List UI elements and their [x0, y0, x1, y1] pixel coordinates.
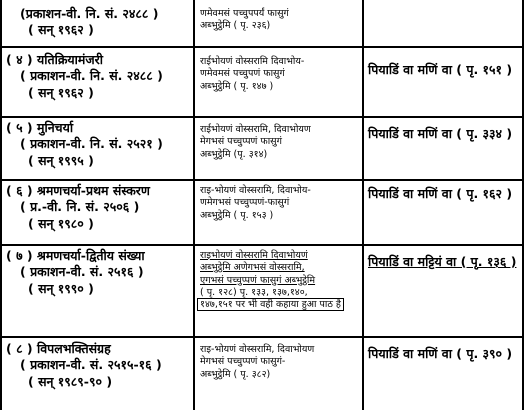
text-line: ( पृ. १२८) पृ. १३३, १३७,१४०,	[200, 287, 308, 299]
work-title: ( ६ ) श्रमणचर्या-प्रथम संस्करण	[6, 183, 150, 198]
work-title: ( ४ ) यतिक्रियामंजरी	[6, 52, 104, 67]
row-divider	[0, 46, 524, 48]
reading-cell	[368, 254, 516, 270]
text-line: अब्भुट्ठेमि ( पृ. ३८२)	[200, 368, 271, 380]
table-row	[6, 52, 163, 101]
column-divider	[522, 0, 524, 410]
column-divider	[0, 0, 2, 410]
reading-underlined: पियाडिं वा मट्टियं वा ( पृ. १३६ )	[368, 254, 517, 269]
text-cell	[200, 124, 311, 161]
column-divider	[362, 0, 364, 410]
text-line: राईभोयणं वोस्सरामि, दिवाभोयण	[200, 124, 311, 135]
text-line: मेगभसं पच्चुप्पणं फासुगं-	[200, 356, 286, 368]
text-line: अब्भुट्ठेमि ( पृ. १४७ )	[200, 80, 274, 92]
text-line: णमेवमसं पच्चुपणं फासुगं	[200, 68, 285, 80]
year-label: ( सन् १९६२ )	[28, 84, 94, 100]
row-divider	[0, 336, 524, 338]
text-line: एगभसं पच्चुप्पणं फासुगं अब्भुट्ठेमि	[200, 274, 316, 286]
edition-label: ( प्रकाशन-वी. नि. सं. २४८८ )	[20, 68, 163, 84]
column-divider	[193, 0, 195, 410]
text-line: अब्भुट्ठेमि अणेगभसं वोस्सरामि,	[200, 262, 305, 274]
text-line: राइ-भोयणं वोस्सरामि, दिवाभोयण	[200, 344, 315, 355]
text-cell	[200, 8, 289, 33]
boxed-note: १४७,१५१ पर भी वही कहाया हुआ पाठ है	[197, 298, 344, 311]
text-line	[200, 299, 344, 311]
year-label: ( सन् १९८० )	[28, 215, 94, 231]
text-line: णमेगभसं पच्चुप्पणं-फासुगं	[200, 197, 290, 209]
table-row	[6, 6, 158, 39]
table-row	[6, 120, 163, 169]
table-row	[6, 183, 150, 232]
text-cell	[200, 250, 344, 312]
text-cell	[200, 185, 311, 222]
work-title: ( ७ ) श्रमणचर्या-द्वितीय संख्या	[6, 248, 145, 263]
edition-label: ( प्रकाशन-वी. नि. सं. २५२१ )	[20, 136, 163, 152]
edition-label: (प्रकाशन-वी. नि. सं. २४८८ )	[20, 6, 159, 21]
text-line: अब्भुट्ठेमि (पृ. ३१४)	[200, 148, 268, 160]
edition-label: ( प्रकाशन-वी. सं. २५१६ )	[20, 264, 144, 280]
edition-label: ( प्रकाशन-वी. सं. २५१५-१६ )	[20, 357, 162, 373]
row-divider	[0, 179, 524, 181]
reading-cell: पियाडिं वा मणिं वा ( पृ. १६२ )	[368, 186, 513, 201]
year-label: ( सन् १९८९-९० )	[28, 373, 113, 389]
text-line: राइभोयणं वोस्सरामि दिवाभोयणं	[200, 250, 308, 261]
row-divider	[0, 244, 524, 246]
text-line: णमेवमसं पच्चुपपर्यं फासुगं	[200, 8, 289, 19]
text-line: राइ-भोयणं वोस्सरामि, दिवाभोय-	[200, 185, 311, 196]
year-label: ( सन् १९९० )	[28, 280, 94, 296]
edition-label: ( प्र.-वी. नि. सं. २५०६ )	[20, 199, 140, 215]
work-title: ( ५ ) मुनिचर्या	[6, 120, 74, 135]
text-cell	[200, 56, 304, 93]
text-line: मेगभसं पच्चुप्पणं फासुगं	[200, 136, 282, 148]
text-line: अब्भुट्ठेमि ( पृ. १५३ )	[200, 209, 274, 221]
row-divider	[0, 116, 524, 118]
text-line: राईभोयणं वोस्सरामि दिवाभोय-	[200, 56, 305, 67]
reading-cell: पियाडिं वा मणिं वा ( पृ. ३३४ )	[368, 126, 513, 141]
table-row	[6, 341, 162, 390]
table-row	[6, 248, 145, 297]
text-line: अब्भुट्ठेमि ( पृ. २३६)	[200, 20, 271, 32]
text-cell	[200, 344, 314, 381]
work-title: ( ८ ) विपलभक्तिसंग्रह	[6, 341, 111, 356]
year-label: ( सन् १९९५ )	[28, 152, 94, 168]
reading-cell: पियाडिं वा मणिं वा ( पृ. ३९० )	[368, 346, 513, 361]
year-label: ( सन् १९६२ )	[28, 22, 94, 38]
reading-cell: पियाडिं वा मणिं वा ( पृ. १५१ )	[368, 62, 513, 77]
